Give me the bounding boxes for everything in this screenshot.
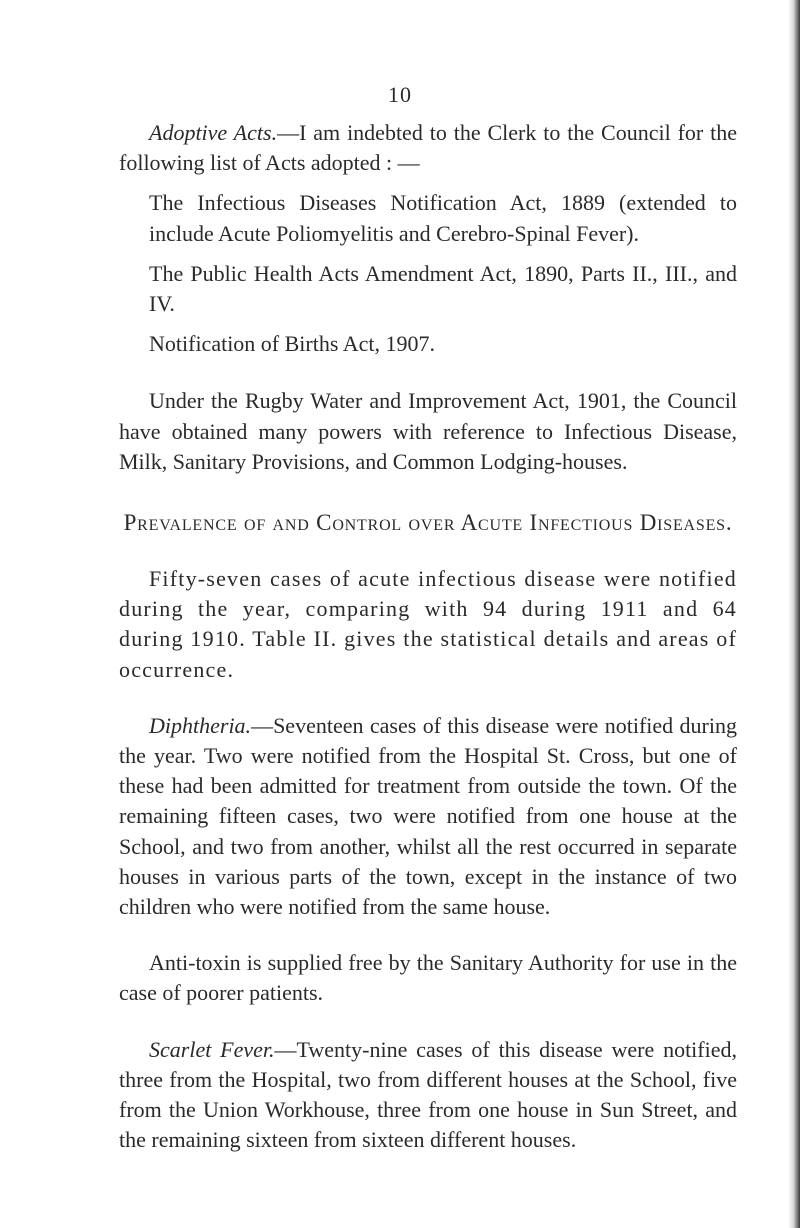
scarlet-fever-paragraph (119, 1035, 737, 1156)
section-heading: Prevalence of and Control over Acute Infectious Diseases. (123, 510, 733, 536)
act-item-public-health: The Public Health Acts Amendment Act, 1890, Parts II., III., and IV. (149, 260, 737, 317)
scarlet-fever-title: Scarlet Fever. (149, 1036, 275, 1062)
page-number: 10 (388, 82, 412, 107)
adoptive-acts-intro-text: —I am indebted to the Clerk to the Council for the following list of Acts adopted : — (119, 120, 738, 176)
prevalence-paragraph: Fifty-seven cases of acute infectious disease were notified during the year, comparing with 94 during 1911 and 64 during 1910. Table II. gives the statistical details and areas of occurrence. (119, 566, 737, 682)
page-body (119, 118, 737, 1155)
page-edge-shadow (788, 0, 800, 1228)
scarlet-fever-text: —Twenty-nine cases of this disease were notified, three from the Hospital, two from different houses at the School, five from the Union Workhouse, three from one house in Sun Street, and the remaining sixteen from sixteen different houses. (119, 1036, 738, 1153)
acts-list (119, 188, 737, 359)
rugby-act-paragraph: Under the Rugby Water and Improvement Act, 1901, the Council have obtained many powers with reference to Infectious Disease, Milk, Sanitary Provisions, and Common Lodging-houses. (119, 388, 737, 474)
diphtheria-text: —Seventeen cases of this disease were notified during the year. Two were notified from the Hospital St. Cross, but one of these had been admitted for treatment from outside the town. Of the remaining fifteen cases, two were notified from one house at the School, and two from another, whilst all the rest occurred in separate houses in various parts of the town, except in the instance of two children who were notified from the same house. (119, 712, 737, 920)
adoptive-acts-intro (119, 118, 737, 178)
diphtheria-title: Diphtheria. (149, 712, 252, 738)
adoptive-acts-title: Adoptive Acts. (149, 120, 278, 145)
act-item-infectious-diseases: The Infectious Diseases Notification Act, 1889 (extended to include Acute Poliomyelitis and Cerebro-Spinal Fever). (149, 190, 737, 246)
antitoxin-paragraph: Anti-toxin is supplied free by the Sanitary Authority for use in the case of poorer patients. (119, 950, 737, 1006)
act-item-births: Notification of Births Act, 1907. (149, 331, 435, 357)
diphtheria-paragraph (119, 711, 737, 922)
